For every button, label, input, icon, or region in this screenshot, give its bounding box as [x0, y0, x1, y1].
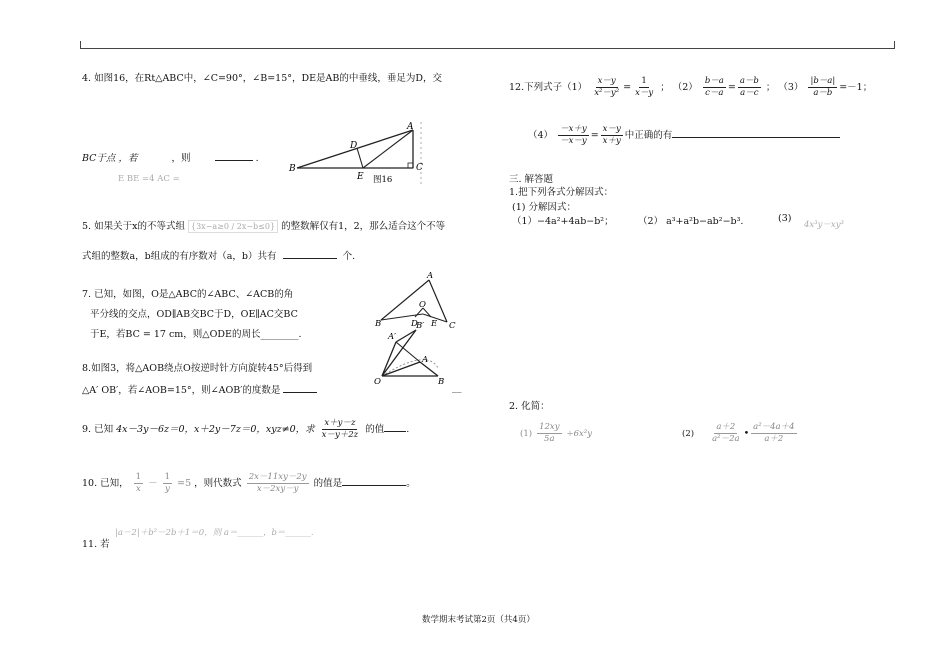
q10-prefix: 10. 已知， [82, 478, 129, 489]
q5-line2-b: 个. [342, 251, 356, 262]
q8-label-O: O [374, 377, 381, 386]
q12-e1-left [592, 76, 621, 99]
q12-e4-right-num: x－y [602, 124, 621, 134]
section3-title: 三. 解答题 [509, 174, 554, 185]
section3-p3-label: (3) [778, 213, 792, 224]
q9-line [82, 418, 409, 441]
q5-answer-blank [283, 249, 337, 259]
q8-label-A-prime: A′ [388, 332, 397, 342]
q12-e1-left-den: x²－y² [594, 88, 620, 98]
q12-e2-left-den: c－a [705, 88, 724, 98]
q4-faded-values: E BE =4 AC = [118, 174, 180, 184]
section3-s1-label: (1) [520, 429, 533, 439]
q5-line2 [82, 248, 355, 262]
q12-e1-right-num: 1 [641, 76, 647, 86]
q8-label-B: B [438, 377, 445, 386]
q12-sep3: ； [862, 82, 873, 93]
q10-answer-blank [342, 476, 406, 486]
q7-label-D: D [411, 319, 418, 329]
q12-e4-left [558, 124, 589, 147]
section3-s2-frac2 [751, 422, 796, 445]
q4-label-A: A [407, 122, 414, 132]
section3-q1-title: 1.把下列各式分解因式： [509, 187, 614, 198]
section3-p3-faded: 4x³y－xy³ [804, 220, 844, 230]
q7-line3: 于E，若BC = 17 cm，则△ODE的周长________. [90, 329, 302, 340]
section3-s2-frac1 [710, 422, 741, 445]
q5-line1 [82, 218, 445, 232]
q12-answer-blank [672, 128, 840, 138]
q5-line1-a: 5. 如果关于x的不等式组 [82, 221, 185, 232]
q10-f3-den: x－2xy－y [256, 484, 299, 494]
q8-label-B-prime: B′ [416, 321, 425, 331]
q4-figure [287, 118, 427, 188]
section3-p1: （1）−4a²+4ab−b²； [512, 216, 614, 227]
q8-answer-blank [283, 383, 317, 393]
q12-e2-right-den: a－c [740, 88, 759, 98]
q12-line2: （4） $\frac{-x+y}{-x-y}$ = $\frac{x-y}{x+y}$ 中正确的有 [528, 124, 840, 147]
q12-e1-left-num: x－y [597, 76, 616, 86]
q4-label-C: C [416, 163, 423, 173]
q11-faded-condition: |a－2|＋b²－2b＋1＝0，则 a＝______，b＝______. [115, 528, 314, 538]
section3-p2: （2） a³+a²b−ab²−b³. [638, 216, 744, 227]
q7-label-B: B [375, 319, 382, 329]
section3-s2 [682, 422, 799, 445]
section3-s1-num: 12xy [539, 422, 560, 432]
q7-line2: 平分线的交点，OD∥AB交BC于D，OE∥AC交BC [90, 309, 298, 320]
q4-line2 [82, 150, 259, 164]
section3-s2-label: (2) [682, 429, 695, 439]
q9-frac-num: x＋y－z [324, 418, 356, 428]
q7-line1: 7. 已知，如图，O是△ABC的∠ABC、∠ACB的角 [82, 289, 294, 300]
q10-frac-3 [247, 472, 309, 495]
q10-frac-1 [134, 472, 143, 495]
q8-trailing-blank: __ [452, 382, 462, 393]
q12-e1-right-den: x－y [635, 88, 654, 98]
q7-label-E: E [431, 319, 438, 329]
q10-end: 。 [406, 478, 416, 489]
q9-prefix: 9. 已知 [82, 424, 114, 435]
page-footer: 数学期末考试第2页（共4页） [422, 615, 535, 625]
q5-inequality-system: {3x−a≥0 / 2x−b≤0} [188, 220, 278, 233]
section3-s2-f2-den: a＋2 [764, 434, 784, 444]
section3-s1-den: 5a [544, 434, 555, 444]
q11-prefix: 11. 若 [82, 539, 110, 550]
q8-line2 [82, 382, 317, 396]
q12-e3-left-num: |b－a| [810, 76, 836, 86]
q10-f2-num: 1 [164, 472, 171, 482]
q7-label-C: C [449, 321, 456, 331]
q12-e4-right [601, 124, 623, 147]
section3-s2-f1-num: a＋2 [716, 422, 736, 432]
q7-label-A: A [427, 271, 434, 281]
q9-end: . [406, 424, 410, 435]
q4-line1: 4. 如图16，在Rt△ABC中，∠C=90°，∠B=15°，DE是AB的中垂线，垂足为D，交 [82, 73, 443, 84]
q12-label: 12.下列式子（1） [509, 82, 588, 93]
q12-e2-right [738, 76, 761, 99]
q10-middle: ，则代数式 [194, 478, 242, 489]
section3-s1 [520, 422, 592, 445]
section3-s2-f2-num: a²－4a＋4 [753, 422, 795, 432]
q8-line2-a: △A′ OB′，若∠AOB=15°，则∠AOB′的度数是 [82, 385, 281, 396]
q9-fraction [320, 418, 360, 441]
q5-line1-b: 的整数解仅有1，2，那么适合这个不等 [281, 221, 446, 232]
q12-sep2: ； （3） [765, 82, 804, 93]
q12-e2-left [703, 76, 726, 99]
q12-suffix: 中正确的有 [624, 130, 673, 141]
section3-q1-sub: (1) 分解因式： [512, 202, 576, 213]
q5-line2-a: 式组的整数a，b组成的有序数对（a，b）共有 [82, 251, 277, 262]
q12-e3-left [808, 76, 837, 99]
q12-e4-right-den: x＋y [602, 136, 621, 146]
q10-f2-den: y [164, 484, 170, 494]
q10-frac-2 [163, 472, 172, 495]
q9-frac-den: x－y＋2z [321, 430, 359, 440]
q12-e2-left-num: b－a [704, 76, 724, 86]
q8-label-A: A [422, 355, 429, 365]
q4-answer-blank [215, 151, 253, 161]
page-top-rule [80, 48, 895, 49]
q7-label-O: O [419, 300, 426, 310]
section3-s1-rest: ÷6x²y [566, 429, 593, 439]
q4-line2-b: ，则 [171, 153, 191, 164]
q4-label-D: D [350, 141, 358, 151]
q10-line [82, 472, 416, 495]
q12-e3-right: =－1 [839, 82, 863, 93]
q9-suffix: 的值 [365, 424, 385, 435]
q8-line1: 8.如图3，将△AOB绕点O按逆时针方向旋转45°后得到 [82, 363, 313, 374]
corner-mark-top-left [80, 41, 81, 49]
q10-f3-num: 2x－11xy－2y [248, 472, 307, 482]
q10-f1-den: x [135, 484, 141, 494]
q9-answer-blank [384, 422, 406, 432]
section3-s2-dot: • [743, 428, 750, 439]
corner-mark-top-right [894, 41, 895, 49]
q12-e1-right [633, 76, 655, 99]
q12-e4-left-num: －x＋y [560, 124, 587, 134]
q12-line1: 12.下列式子（1） $\frac{x-y}{\text{x²－y²}}$ = $\frac{1}{x-y}$ ； （2） $\frac{b-a}{c-a}$ = $\frac{a-b}{a-c}$ ； （3） $\frac{|b-a|}{a-b}$ =－1； [509, 76, 873, 98]
q4-fig-caption: 图16 [373, 175, 393, 185]
q12-e2-right-num: a－b [739, 76, 759, 86]
q10-suffix: 的值是 [313, 478, 343, 489]
section3-s1-frac [537, 422, 561, 445]
section3-s2-f1-den: a²－2a [712, 434, 740, 444]
q12-e3-left-den: a－b [813, 88, 833, 98]
q4-line2-dot: . [255, 153, 259, 164]
q4-line2-a: BC于点 ，若 [82, 153, 138, 164]
q10-f1-num: 1 [135, 472, 142, 482]
q8-figure [372, 318, 458, 386]
q12-label4: （4） [528, 130, 554, 141]
q10-minus: － [148, 478, 158, 489]
q12-e4-left-den: －x－y [560, 136, 587, 146]
q12-sep1: ； （2） [660, 82, 698, 93]
q9-equations: 4x－3y－6z＝0，x＋2y－7z＝0，xyz≠0，求 [116, 424, 315, 435]
q4-label-E: E [357, 172, 364, 182]
q10-eq: =5 [177, 478, 192, 489]
section3-q2-title: 2. 化简： [509, 401, 550, 412]
q4-label-B: B [289, 164, 296, 174]
